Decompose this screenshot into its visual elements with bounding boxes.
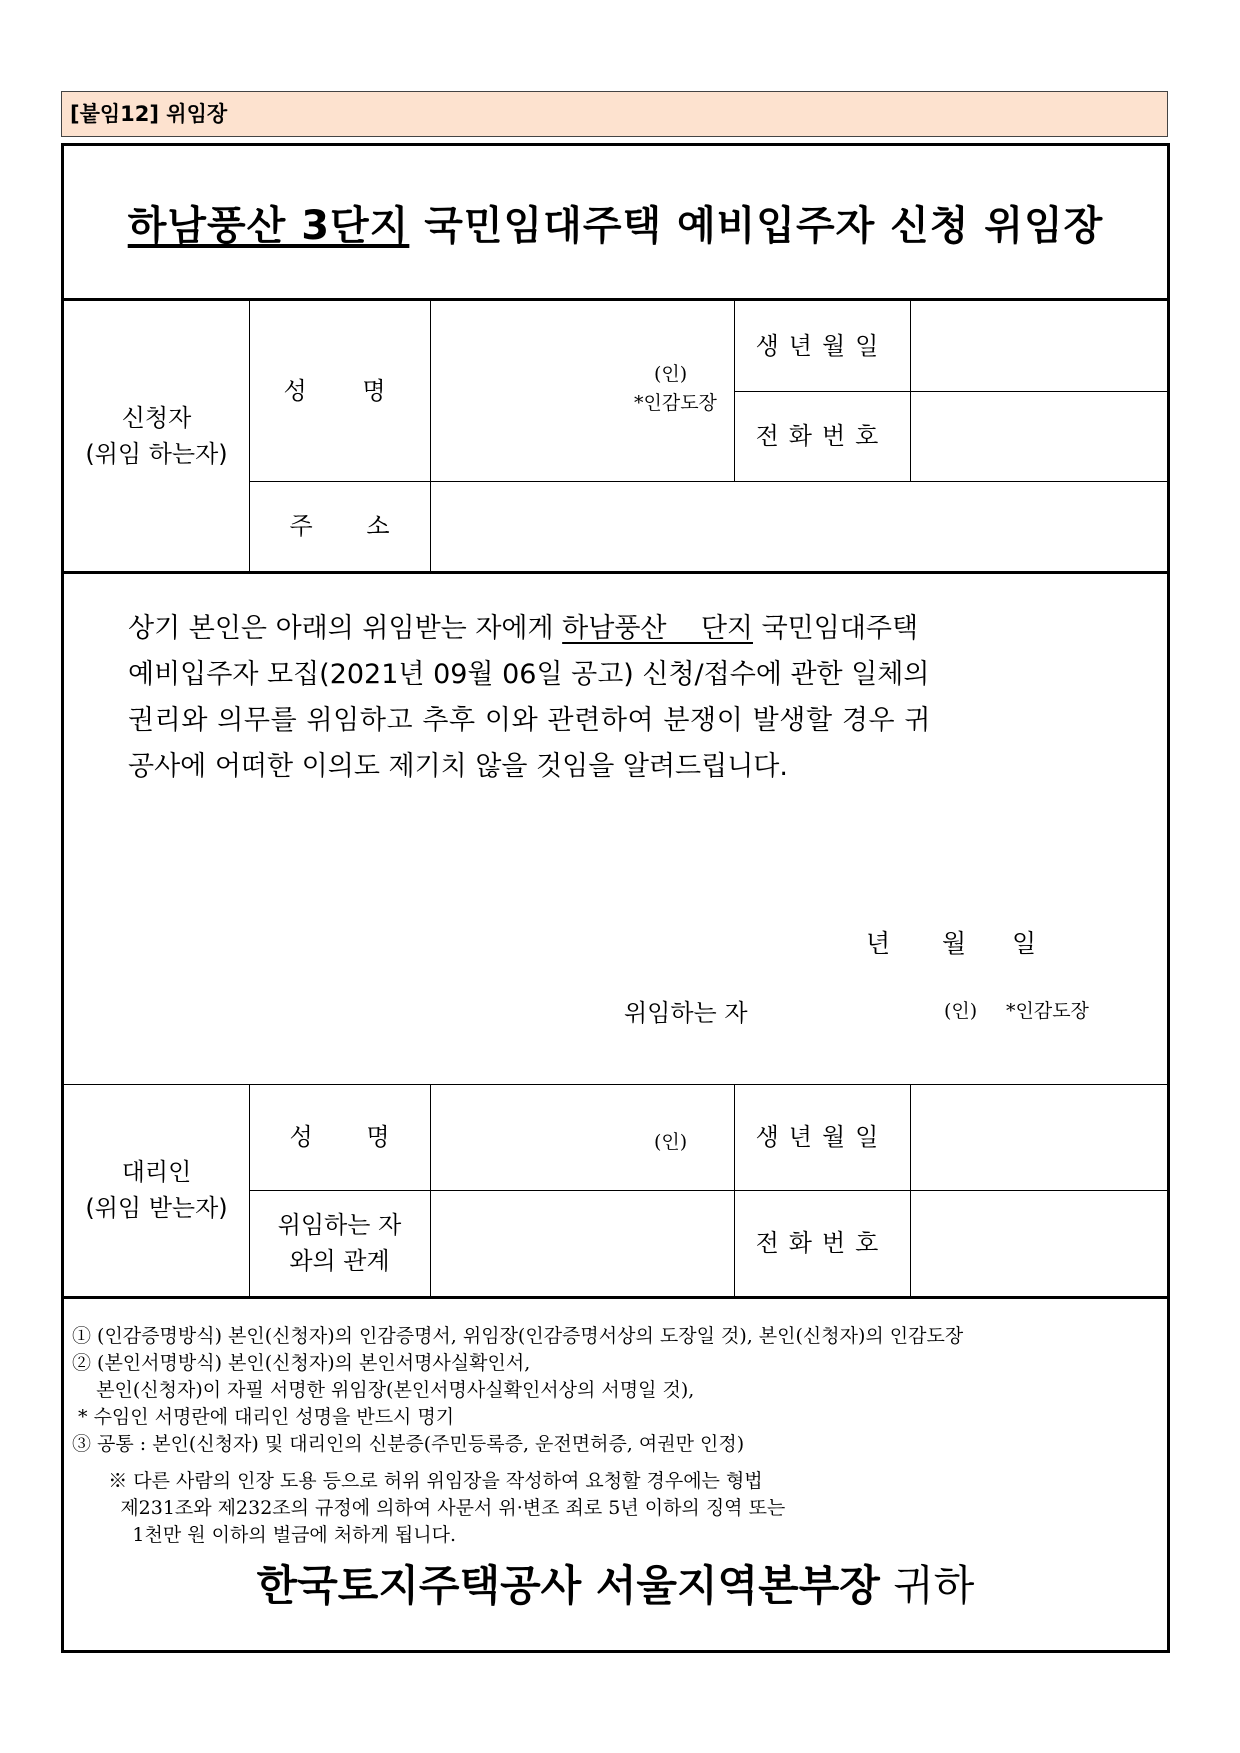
note-2-asterisk: * 수임인 서명란에 대리인 성명을 반드시 명기 <box>72 1406 455 1428</box>
applicant-address-label: 주 소 <box>289 512 390 540</box>
date-year-label: 년 <box>866 929 891 958</box>
agent-relation-label <box>249 1190 430 1296</box>
applicant-seal-note: *인감도장 <box>634 392 717 414</box>
relation-label-line1: 위임하는 자 <box>277 1211 402 1239</box>
note-1: ① (인감증명방식) 본인(신청자)의 인감증명서, 위임장(인감증명서상의 도장일 것), 본인(신청자)의 인감도장 <box>72 1325 964 1347</box>
title-rest: 국민임대주택 예비입주자 신청 위임장 <box>409 202 1104 249</box>
applicant-name-field[interactable] <box>430 301 734 481</box>
statement-line3: 권리와 의무를 위임하고 추후 이와 관련하여 분쟁이 발생할 경우 귀 <box>128 705 932 736</box>
statement-complex-name: 하남풍산 단지 <box>562 613 753 644</box>
relation-label-line2: 와의 관계 <box>289 1247 390 1275</box>
applicant-birth-field[interactable] <box>910 301 1170 391</box>
agent-relation-field[interactable] <box>430 1190 734 1296</box>
form-title <box>64 146 1167 298</box>
agent-phone-field[interactable] <box>910 1190 1170 1296</box>
warning-line1: ※ 다른 사람의 인장 도용 등으로 허위 위임장을 작성하여 요청할 경우에는 형법 <box>72 1470 763 1492</box>
agent-label: 대리인 <box>121 1158 192 1186</box>
delegation-statement <box>128 606 1128 790</box>
applicant-label: 신청자 <box>121 404 192 432</box>
addressee <box>64 1556 1167 1616</box>
date-day-label: 일 <box>1012 929 1037 958</box>
applicant-phone-field[interactable] <box>910 391 1170 481</box>
agent-seal-mark: (인) <box>654 1131 688 1153</box>
date-month-label: 월 <box>942 929 967 958</box>
applicant-section-label <box>64 301 249 571</box>
agent-sublabel: (위임 받는자) <box>85 1194 228 1222</box>
title-underlined: 하남풍산 3단지 <box>127 202 410 249</box>
agent-birth-field[interactable] <box>910 1084 1170 1190</box>
delegator-seal-mark: (인) <box>944 1000 978 1022</box>
applicant-sublabel: (위임 하는자) <box>85 440 228 468</box>
delegation-form <box>61 143 1170 1653</box>
applicant-seal-mark: (인) <box>654 363 688 385</box>
warning-line2: 제231조와 제232조의 규정에 의하여 사문서 위·변조 죄로 5년 이하의 징역 또는 <box>72 1497 786 1519</box>
addressee-honorific: 귀하 <box>879 1561 975 1610</box>
addressee-name: 한국토지주택공사 서울지역본부장 <box>256 1561 880 1610</box>
statement-line1-start: 상기 본인은 아래의 위임받는 자에게 <box>128 613 563 644</box>
delegator-label: 위임하는 자 <box>624 999 748 1027</box>
attachment-tag: [붙임12] 위임장 <box>61 91 1168 137</box>
agent-name-label: 성 명 <box>289 1123 390 1151</box>
applicant-name-label: 성 명 <box>283 377 396 405</box>
note-2-detail: 본인(신청자)이 자필 서명한 위임장(본인서명사실확인서상의 서명일 것), <box>72 1379 695 1401</box>
applicant-birth-label: 생년월일 <box>755 332 889 360</box>
applicant-phone-label: 전화번호 <box>755 422 889 450</box>
warning-line3: 1천만 원 이하의 벌금에 처하게 됩니다. <box>72 1524 457 1546</box>
statement-line1-end: 국민임대주택 <box>752 613 919 644</box>
instructions <box>72 1323 1152 1549</box>
statement-line4: 공사에 어떠한 이의도 제기치 않을 것임을 알려드립니다. <box>128 751 788 782</box>
agent-birth-label: 생년월일 <box>755 1123 889 1151</box>
agent-phone-label: 전화번호 <box>755 1229 889 1257</box>
note-3: ③ 공통 : 본인(신청자) 및 대리인의 신분증(주민등록증, 운전면허증, 여권만 인정) <box>72 1433 745 1455</box>
note-2: ② (본인서명방식) 본인(신청자)의 본인서명사실확인서, <box>72 1352 531 1374</box>
applicant-address-field[interactable] <box>430 481 1170 571</box>
agent-name-field[interactable] <box>430 1084 734 1190</box>
statement-line2: 예비입주자 모집(2021년 09월 06일 공고) 신청/접수에 관한 일체의 <box>128 659 930 690</box>
agent-section-label <box>64 1084 249 1296</box>
delegator-seal-note: *인감도장 <box>1006 1000 1089 1022</box>
